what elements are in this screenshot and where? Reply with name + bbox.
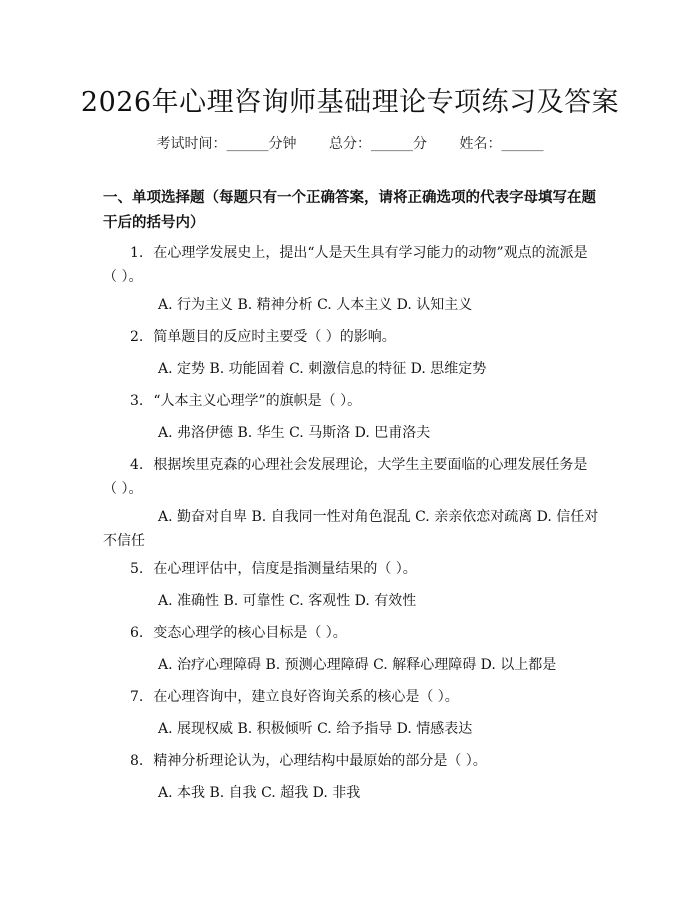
question-text: 简单题目的反应时主要受（ ）的影响。: [153, 329, 396, 345]
question-4-options: A. 勤奋对自卑 B. 自我同一性对角色混乱 C. 亲亲依恋对疏离 D. 信任对不信任: [103, 509, 599, 549]
question-4: [103, 453, 600, 501]
question-7-options: A. 展现权威 B. 积极倾听 C. 给予指导 D. 情感表达: [158, 721, 473, 737]
section-heading: 一、单项选择题（每题只有一个正确答案，请将正确选项的代表字母填写在题干后的括号内）: [103, 190, 596, 231]
page-title: 2026年心理咨询师基础理论专项练习及答案: [80, 87, 620, 118]
question-number: 6.: [130, 625, 144, 641]
question-1: [103, 241, 600, 289]
question-3: [103, 389, 600, 413]
question-number: 7.: [130, 689, 144, 705]
question-number: 8.: [130, 753, 144, 769]
question-8-options: A. 本我 B. 自我 C. 超我 D. 非我: [158, 785, 361, 801]
exam-meta: [0, 133, 700, 153]
question-text: 在心理评估中，信度是指测量结果的（ ）。: [153, 561, 417, 577]
question-2-options: A. 定势 B. 功能固着 C. 刺激信息的特征 D. 思维定势: [158, 361, 487, 377]
question-text: 在心理咨询中，建立良好咨询关系的核心是（ ）。: [153, 689, 459, 705]
question-5-options: A. 准确性 B. 可靠性 C. 客观性 D. 有效性: [158, 593, 417, 609]
question-number: 5.: [130, 561, 144, 577]
question-text: 精神分析理论认为，心理结构中最原始的部分是（ ）。: [153, 753, 487, 769]
question-2: [103, 325, 600, 349]
question-1-options: A. 行为主义 B. 精神分析 C. 人本主义 D. 认知主义: [158, 297, 473, 313]
exam-time: 考试时间：______分钟: [156, 136, 297, 152]
exam-name: 姓名：______: [459, 136, 544, 152]
question-5: [103, 557, 600, 581]
question-text: 根据埃里克森的心理社会发展理论，大学生主要面临的心理发展任务是（ ）。: [103, 457, 588, 497]
question-number: 3.: [130, 393, 144, 409]
question-8: [103, 749, 600, 773]
question-number: 4.: [130, 457, 144, 473]
exam-score: 总分：______分: [329, 136, 427, 152]
question-6: [103, 621, 600, 645]
question-3-options: A. 弗洛伊德 B. 华生 C. 马斯洛 D. 巴甫洛夫: [158, 425, 431, 441]
question-number: 1.: [130, 245, 144, 261]
question-7: [103, 685, 600, 709]
question-text: “人本主义心理学”的旗帜是（ ）。: [153, 393, 362, 409]
question-6-options: A. 治疗心理障碍 B. 预测心理障碍 C. 解释心理障碍 D. 以上都是: [158, 657, 557, 673]
question-text: 在心理学发展史上，提出“人是天生具有学习能力的动物”观点的流派是（ ）。: [103, 245, 588, 285]
question-number: 2.: [130, 329, 144, 345]
question-text: 变态心理学的核心目标是（ ）。: [153, 625, 347, 641]
